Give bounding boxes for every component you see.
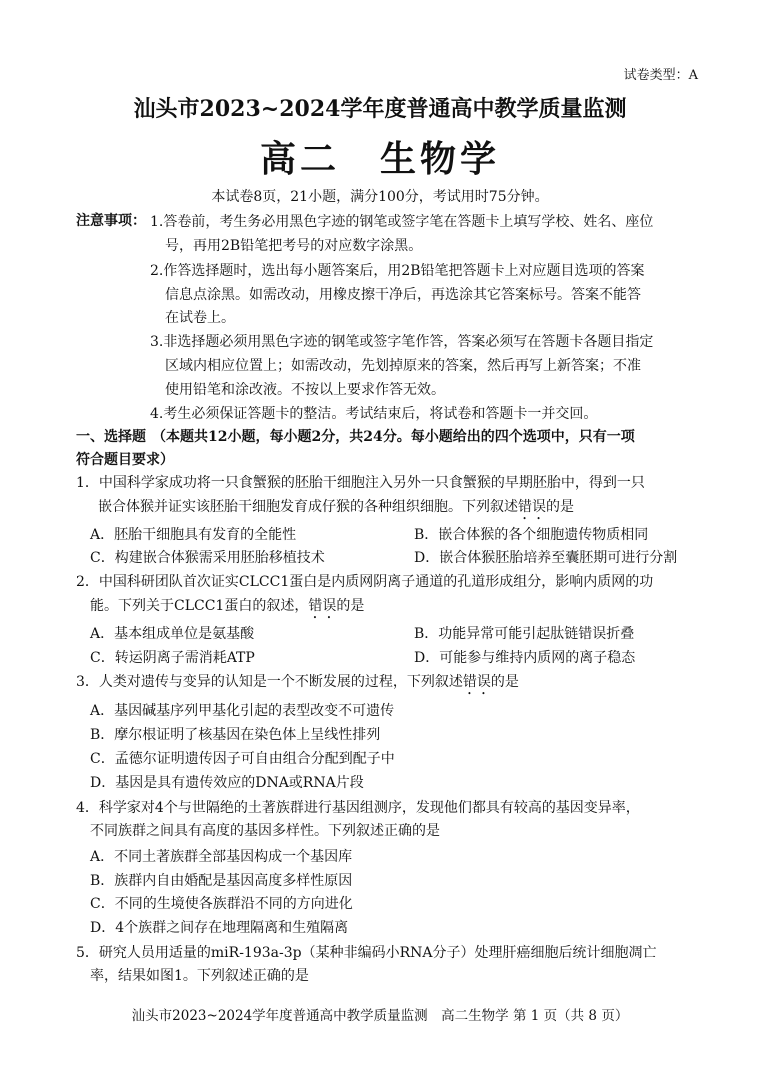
note-line: 区域内相应位置上；如需改动，先划掉原来的答案，然后再写上新答案；不准 [165, 358, 641, 374]
note-line: 4.考生必须保证答题卡的整洁。考试结束后，将试卷和答题卡一并交回。 [150, 406, 598, 422]
section-heading: 一、选择题 [76, 429, 146, 445]
question-2-stem: 2．中国科研团队首次证实CLCC1蛋白是内质网阴离子通道的孔道形成组分，影响内质网的功 [76, 574, 654, 590]
note-line: 号，再用2B铅笔把考号的对应数字涂黑。 [165, 238, 423, 254]
question-1-stem-cont [98, 496, 574, 523]
stem-text: 嵌合体猴并证实该胚胎干细胞发育成仔猴的各种组织细胞。下列叙述 [98, 499, 518, 515]
question-3-option-c: C．孟德尔证明遗传因子可自由组合分配到配子中 [90, 751, 395, 767]
question-1-option-d: D．嵌合体猴胚胎培养至囊胚期可进行分割 [414, 550, 678, 566]
question-4-option-c: C．不同的生境使各族群沿不同的方向进化 [90, 896, 353, 912]
question-3-option-b: B．摩尔根证明了核基因在染色体上呈线性排列 [90, 727, 381, 743]
subject-title: 高二 生物学 [259, 138, 500, 180]
question-3-stem [76, 671, 519, 698]
question-2-option-b: B．功能异常可能引起肽链错误折叠 [414, 626, 635, 642]
note-line: 信息点涂黑。如需改动，用橡皮擦干净后，再选涂其它答案标号。答案不能答 [165, 287, 641, 303]
question-5-stem: 5．研究人员用适量的miR-193a-3p（某种非编码小RNA分子）处理肝癌细胞后统计细胞凋亡 [76, 945, 657, 961]
question-2-stem-cont [90, 595, 364, 622]
exam-info: 本试卷8页，21小题，满分100分，考试用时75分钟。 [211, 189, 549, 205]
stem-text: 的是 [490, 674, 519, 690]
question-3-option-d: D．基因是具有遗传效应的DNA或RNA片段 [90, 775, 364, 791]
note-line: 3.非选择题必须用黑色字迹的钢笔或签字笔作答，答案必须写在答题卡各题目指定 [150, 334, 654, 350]
exam-title: 汕头市2023~2024学年度普通高中教学质量监测 [133, 96, 627, 122]
note-line: 在试卷上。 [165, 310, 235, 326]
question-1-stem: 1．中国科学家成功将一只食蟹猴的胚胎干细胞注入另外一只食蟹猴的早期胚胎中，得到一只 [76, 475, 645, 491]
question-1-option-a: A．胚胎干细胞具有发育的全能性 [90, 527, 297, 543]
question-4-option-a: A．不同土著族群全部基因构成一个基因库 [90, 849, 353, 865]
stem-text: 的是 [336, 598, 365, 614]
question-4-stem: 4．科学家对4个与世隔绝的土著族群进行基因组测序，发现他们都具有较高的基因变异率， [76, 800, 640, 816]
emphasis-text: 错误 [462, 674, 491, 690]
stem-text: 的是 [546, 499, 574, 515]
question-4-stem-cont: 不同族群之间具有高度的基因多样性。下列叙述正确的是 [90, 823, 440, 839]
stem-text: 3．人类对遗传与变异的认知是一个不断发展的过程，下列叙述 [76, 674, 463, 690]
question-4-option-d: D．4个族群之间存在地理隔离和生殖隔离 [90, 920, 349, 936]
emphasis-text: 错误 [518, 499, 546, 515]
question-3-option-a: A．基因碱基序列甲基化引起的表型改变不可遗传 [90, 703, 395, 719]
page-footer: 汕头市2023~2024学年度普通高中教学质量监测 高二生物学 第 1 页（共 8 页） [131, 1008, 629, 1024]
question-2-option-c: C．转运阴离子需消耗ATP [90, 650, 255, 666]
question-1-option-c: C．构建嵌合体猴需采用胚胎移植技术 [90, 550, 325, 566]
section-heading-line [76, 426, 635, 448]
note-line: 1.答卷前，考生务必用黑色字迹的钢笔或签字笔在答题卡上填写学校、姓名、座位 [150, 214, 654, 230]
section-description: （本题共12小题，每小题2分，共24分。每小题给出的四个选项中，只有一项 [152, 429, 635, 445]
section-description-cont: 符合题目要求） [76, 452, 174, 468]
question-2-option-d: D．可能参与维持内质网的离子稳态 [414, 650, 636, 666]
note-line: 使用铅笔和涂改液。不按以上要求作答无效。 [165, 382, 445, 398]
stem-text: 能。下列关于CLCC1蛋白的叙述， [90, 598, 309, 614]
paper-type: 试卷类型：A [623, 68, 698, 83]
question-5-stem-cont: 率，结果如图1。下列叙述正确的是 [90, 968, 309, 984]
question-2-option-a: A．基本组成单位是氨基酸 [90, 626, 255, 642]
question-1-option-b: B．嵌合体猴的各个细胞遗传物质相同 [414, 527, 649, 543]
notes-label: 注意事项： [76, 213, 146, 229]
emphasis-text: 错误 [308, 598, 337, 614]
question-4-option-b: B．族群内自由婚配是基因高度多样性原因 [90, 873, 353, 889]
note-line: 2.作答选择题时，选出每小题答案后，用2B铅笔把答题卡上对应题目选项的答案 [150, 263, 645, 279]
